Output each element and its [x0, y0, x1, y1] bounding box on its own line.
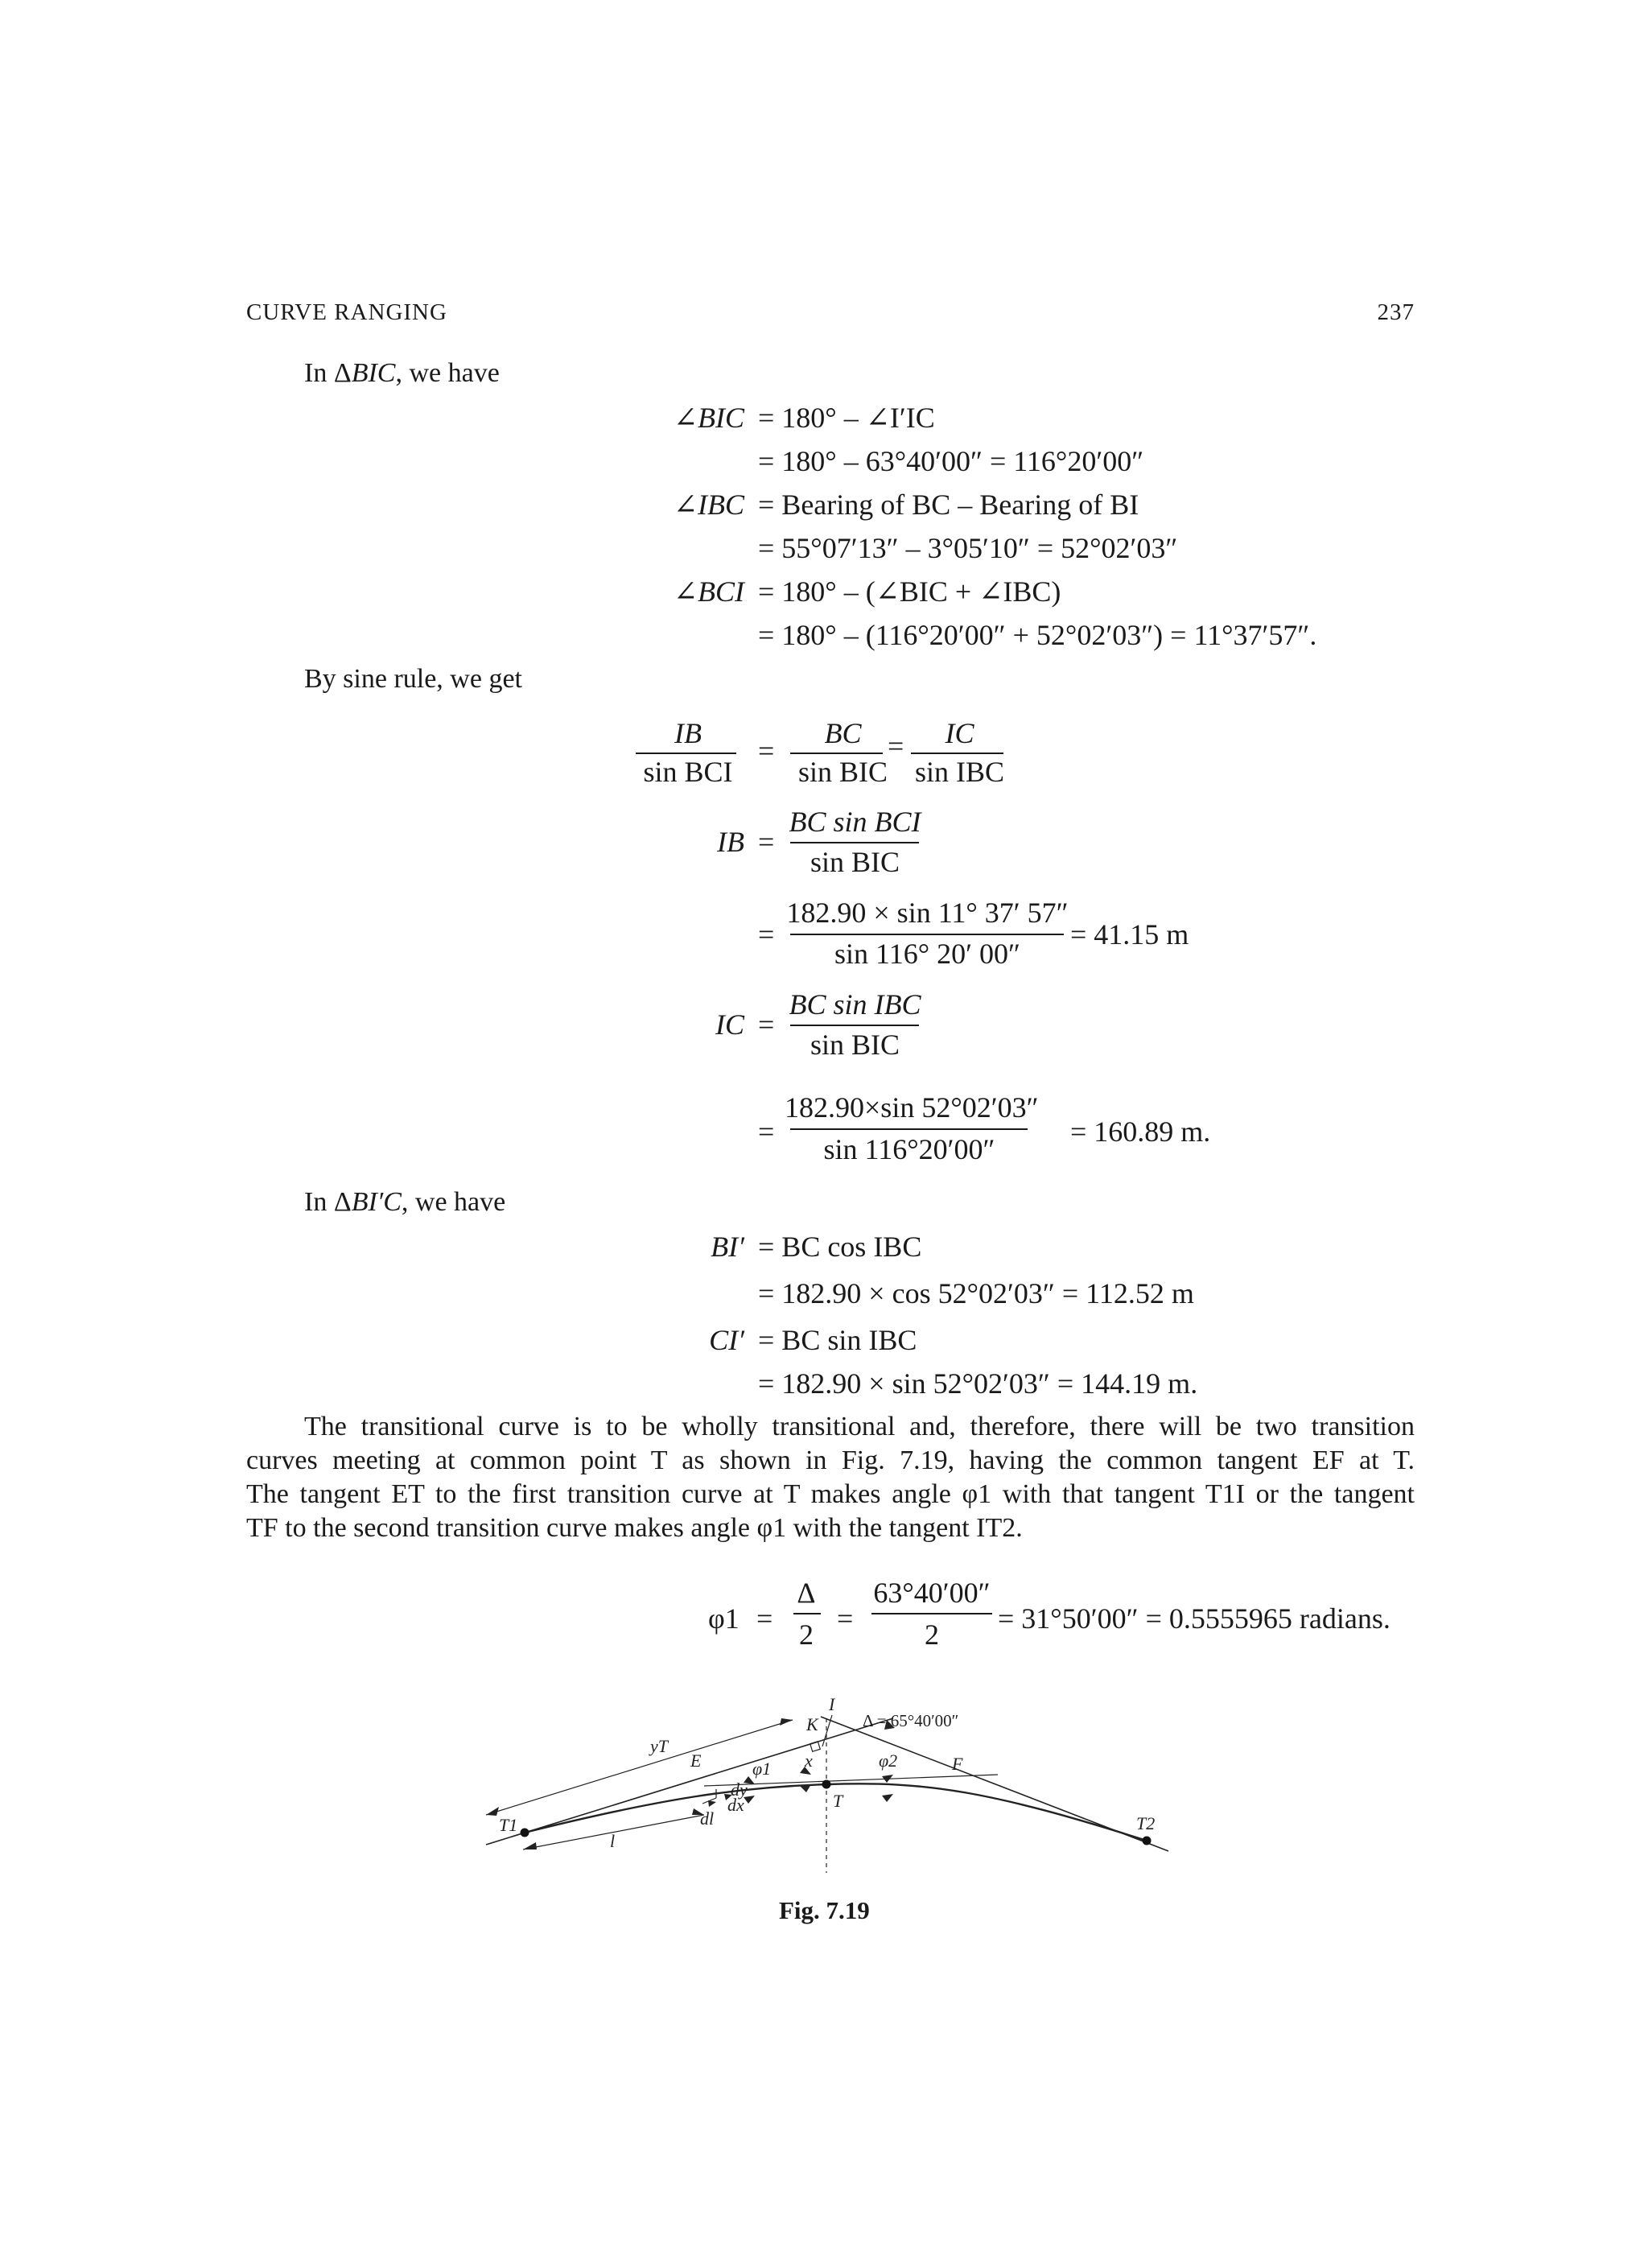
fraction-bar — [790, 753, 883, 754]
eq-lhs: ∠BIC — [673, 402, 744, 434]
running-header: CURVE RANGING — [246, 299, 447, 325]
eq-rhs: = 180° – ∠I′IC — [758, 402, 935, 434]
ib-result: = 41.15 m — [1070, 918, 1189, 950]
arrowhead — [486, 1807, 499, 1816]
equals-sign: = — [758, 1115, 775, 1148]
point-t1 — [521, 1829, 529, 1837]
frac-den: 2 — [799, 1619, 814, 1651]
fraction-bar — [871, 1613, 992, 1614]
ic-result: = 160.89 m. — [1070, 1115, 1211, 1148]
label-t1: T1 — [499, 1815, 518, 1835]
frac-den: sin 116°20′00″ — [823, 1133, 995, 1165]
equals-sign: = — [758, 735, 775, 767]
frac-den: sin BIC — [810, 846, 900, 878]
frac-den: sin BIC — [810, 1029, 900, 1061]
sine-rule-intro: By sine rule, we get — [304, 664, 522, 694]
intro-triangle-bic-prime: In ΔBI′C, we have — [304, 1187, 506, 1217]
label-dx: dx — [727, 1795, 744, 1815]
label-k: K — [806, 1714, 818, 1734]
label-x: x — [805, 1750, 813, 1771]
phi-lhs: φ1 — [708, 1602, 740, 1635]
label-e: E — [690, 1750, 702, 1771]
paragraph-line: The tangent ET to the first transition curve at T makes angle φ1 with that tangent T1I or the tangent — [246, 1479, 1415, 1509]
paragraph-line: TF to the second transition curve makes angle φ1 with the tangent IT2. — [246, 1513, 1023, 1543]
frac-num: 63°40′00″ — [873, 1577, 991, 1609]
label-yt: yT — [650, 1736, 668, 1756]
frac-den: sin BCI — [643, 756, 733, 788]
paragraph-line: curves meeting at common point T as shown in Fig. 7.19, having the common tangent EF at T. — [246, 1445, 1415, 1475]
frac-den: sin BIC — [797, 756, 888, 788]
eq-rhs: = 55°07′13″ – 3°05′10″ = 52°02′03″ — [758, 532, 1178, 564]
eq-rhs: = 182.90 × cos 52°02′03″ = 112.52 m — [758, 1277, 1194, 1309]
fraction-bar — [911, 753, 1003, 754]
label-l: l — [610, 1831, 616, 1851]
frac-den: sin IBC — [914, 756, 1005, 788]
fraction-bar — [793, 1613, 821, 1614]
phi-result: = 31°50′00″ = 0.5555965 radians. — [998, 1602, 1390, 1635]
eq-rhs: = Bearing of BC – Bearing of BI — [758, 489, 1139, 521]
equals-sign: = — [758, 1008, 775, 1041]
eq-lhs: CI′ — [709, 1324, 744, 1356]
fraction-bar — [790, 1128, 1028, 1130]
paragraph-line: The transitional curve is to be wholly transitional and, therefore, there will be two transition — [304, 1412, 1415, 1441]
fraction-bar — [790, 842, 919, 843]
label-t2: T2 — [1136, 1813, 1156, 1833]
equals-sign: = — [837, 1602, 854, 1635]
arrowhead — [708, 1800, 716, 1807]
eq-rhs: = 180° – 63°40′00″ = 116°20′00″ — [758, 445, 1144, 477]
label-phi1: φ1 — [752, 1759, 772, 1779]
frac-den: sin 116° 20′ 00″ — [834, 938, 1020, 970]
eq-lhs: IC — [715, 1008, 744, 1041]
frac-num: BC sin IBC — [789, 988, 921, 1021]
body-paragraph — [246, 1410, 1415, 1545]
frac-num: BC sin BCI — [789, 806, 921, 838]
tangent-line-t1 — [486, 1718, 893, 1845]
arrowhead — [523, 1842, 537, 1849]
point-t — [822, 1780, 831, 1789]
label-phi2: φ2 — [879, 1750, 898, 1771]
equals-sign: = — [758, 918, 775, 950]
frac-num: IB — [674, 717, 702, 749]
frac-num: Δ — [797, 1577, 816, 1609]
figure-transition-curves — [475, 1686, 1199, 1887]
eq-rhs: = BC cos IBC — [758, 1231, 922, 1263]
intro-triangle-bic: In ΔBIC, we have — [304, 358, 500, 388]
equals-sign: = — [756, 1602, 773, 1635]
eq-rhs: = 180° – (116°20′00″ + 52°02′03″) = 11°37′57″. — [758, 619, 1317, 651]
eq-lhs: BI′ — [711, 1231, 744, 1263]
eq-lhs: ∠IBC — [673, 489, 744, 521]
eq-rhs: = 180° – (∠BIC + ∠IBC) — [758, 575, 1061, 608]
fraction-bar — [790, 1025, 919, 1026]
label-t: T — [833, 1791, 843, 1811]
label-delta: Δ = 65°40′00″ — [863, 1711, 959, 1730]
figure-caption: Fig. 7.19 — [779, 1896, 870, 1924]
frac-num: IC — [945, 717, 974, 749]
eq-rhs: = BC sin IBC — [758, 1324, 917, 1356]
frac-num: BC — [824, 717, 862, 749]
equals-sign: = — [758, 826, 775, 858]
frac-den: 2 — [925, 1619, 939, 1651]
frac-num: 182.90 × sin 11° 37′ 57″ — [786, 897, 1069, 929]
equals-sign: = — [888, 730, 904, 762]
label-dy: dy — [731, 1779, 748, 1800]
page-number: 237 — [1377, 299, 1415, 325]
fraction-bar — [790, 934, 1064, 935]
eq-rhs: = 182.90 × sin 52°02′03″ = 144.19 m. — [758, 1367, 1198, 1400]
point-t2 — [1143, 1837, 1152, 1845]
eq-lhs: ∠BCI — [673, 575, 744, 608]
eq-lhs: IB — [717, 826, 744, 858]
label-i: I — [829, 1694, 835, 1714]
label-f: F — [952, 1754, 963, 1774]
fraction-bar — [636, 753, 736, 754]
arrowhead — [780, 1718, 793, 1726]
label-dl: dl — [700, 1808, 715, 1829]
frac-num: 182.90×sin 52°02′03″ — [785, 1091, 1039, 1124]
arrowhead — [882, 1794, 893, 1802]
